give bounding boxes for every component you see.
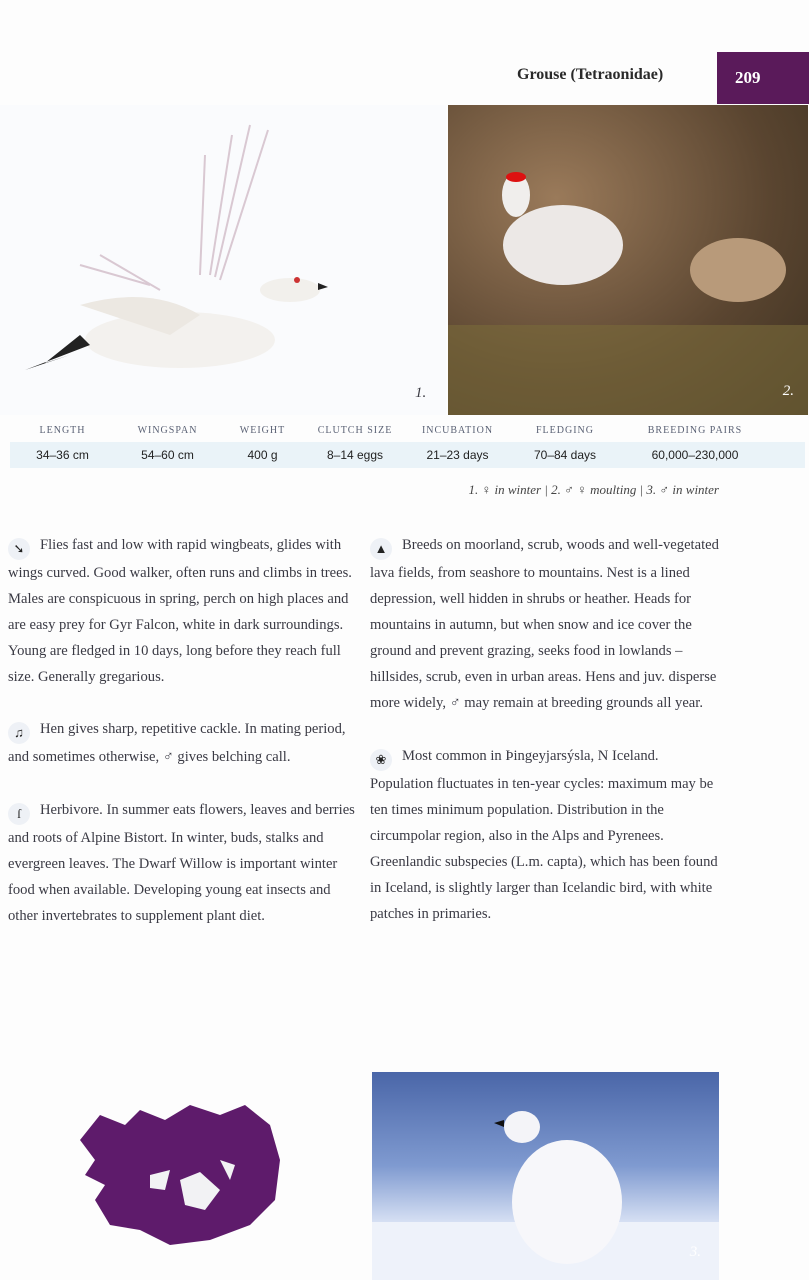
stat-value: 8–14 eggs <box>326 448 384 462</box>
photo-label: 1. <box>415 385 427 401</box>
ptarmigan-snow-illustration <box>372 1072 719 1280</box>
flying-ptarmigan-illustration <box>0 105 446 415</box>
right-column <box>370 532 725 953</box>
stat-header: INCUBATION <box>421 425 494 436</box>
distribution-icon: ❀ <box>370 749 392 771</box>
photo-label: 3. <box>689 1244 701 1260</box>
paragraph-flight: ➘ Flies fast and low with rapid wingbeats, glides with wings curved. Good walker, often runs and climbs in trees. Males are conspicuous in spring, perch on high places and are easy prey for Gyr Falcon, white in dark surroundings. Young are fledged in 10 days, long before they reach full size. Generally gregarious. <box>8 537 352 686</box>
nest-icon: ▲ <box>370 538 392 560</box>
species-stats-table <box>10 420 805 468</box>
stat-header: BREEDING PAIRS <box>647 425 743 436</box>
stat-value: 54–60 cm <box>141 448 194 462</box>
photo-female-winter-flying <box>0 105 446 415</box>
left-column <box>8 532 363 955</box>
food-icon: ſ <box>8 803 30 825</box>
stat-value: 21–23 days <box>426 448 489 462</box>
stat-value: 34–36 cm <box>36 448 89 462</box>
page-number: 209 <box>717 52 809 104</box>
ptarmigan-pair-illustration <box>448 105 808 415</box>
stat-header: FLEDGING <box>536 425 594 436</box>
paragraph-distribution: ❀ Most common in Þingeyjarsýsla, N Iceland. Population fluctuates in ten-year cycles: maximum may be ten times minimum population. Distribution in the circumpolar region, also in the Alps and Pyrenees. Greenlandic subspecies (L.m. capta), which has been found in Iceland, is slightly larger than Icelandic bird, with white patches in primaries. <box>370 747 718 923</box>
stat-header: WINGSPAN <box>137 425 198 436</box>
stat-header: LENGTH <box>39 425 86 436</box>
stat-value: 70–84 days <box>533 448 597 462</box>
stat-header: CLUTCH SIZE <box>317 425 393 436</box>
paragraph-food: ſ Herbivore. In summer eats flowers, leaves and berries and roots of Alpine Bistort. In winter, buds, stalks and evergreen leaves. The Dwarf Willow is important winter food when available. Developing young eat insects and other invertebrates to supplement plant diet. <box>8 801 355 924</box>
stat-header: WEIGHT <box>239 425 286 436</box>
music-note-icon: ♫ <box>8 722 30 744</box>
stat-value: 400 g <box>247 448 278 462</box>
flight-icon: ➘ <box>8 538 30 560</box>
paragraph-breeding: ▲ Breeds on moorland, scrub, woods and well-vegetated lava fields, from seashore to mountains. Nest is a lined depression, well hidden in shrubs or heather. Heads for mountains in autumn, but when snow and ice cover the ground and prevent grazing, seeks food in lowlands – hillsides, scrub, even in urban areas. Hens and juv. disperse more widely, ♂ may remain at breeding grounds all year. <box>370 537 719 712</box>
chapter-title: Grouse (Tetraonidae) <box>517 66 664 83</box>
photo-caption: 1. ♀ in winter | 2. ♂ ♀ moulting | 3. ♂ in winter <box>468 482 719 497</box>
photo-male-winter <box>372 1072 719 1280</box>
stat-value: 60,000–230,000 <box>651 448 739 462</box>
iceland-distribution-map <box>70 1100 290 1250</box>
paragraph-voice: ♫ Hen gives sharp, repetitive cackle. In mating period, and sometimes otherwise, ♂ gives belching call. <box>8 721 346 766</box>
photo-pair-moulting <box>448 105 808 415</box>
photo-label: 2. <box>782 383 794 399</box>
